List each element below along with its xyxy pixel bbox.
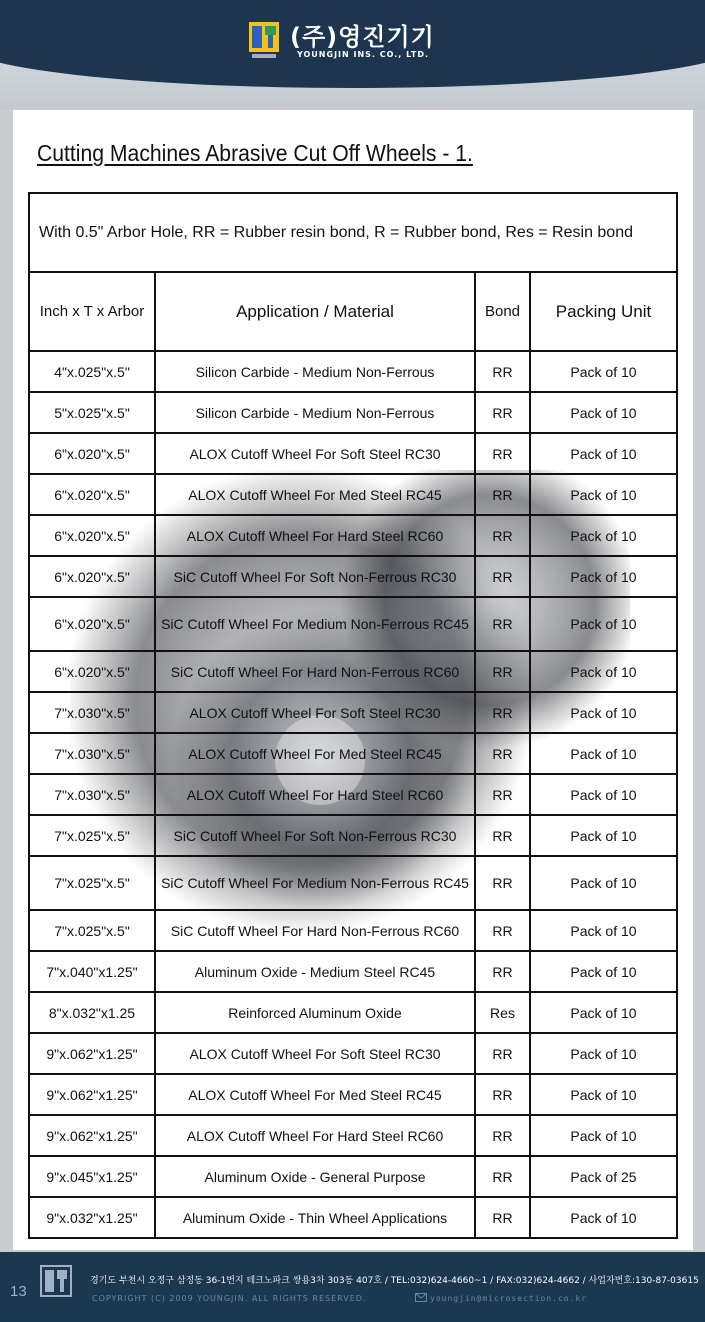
column-header-application: Application / Material xyxy=(155,272,475,351)
bond-cell: RR xyxy=(475,856,530,910)
brand-name-english: YOUNGJIN INS. CO., LTD. xyxy=(297,50,430,59)
packing-cell: Pack of 10 xyxy=(530,351,677,392)
footer-email-link[interactable]: youngjin@microsection.co.kr xyxy=(430,1294,588,1303)
table-row xyxy=(29,910,677,951)
size-cell: 6"x.020"x.5" xyxy=(29,556,155,597)
size-cell: 6"x.020"x.5" xyxy=(29,651,155,692)
packing-cell: Pack of 10 xyxy=(530,910,677,951)
table-note: With 0.5" Arbor Hole, RR = Rubber resin bond, R = Rubber bond, Res = Resin bond xyxy=(29,193,677,272)
bond-cell: RR xyxy=(475,815,530,856)
size-cell: 7"x.025"x.5" xyxy=(29,856,155,910)
table-row xyxy=(29,951,677,992)
packing-cell: Pack of 25 xyxy=(530,1156,677,1197)
table-row xyxy=(29,1156,677,1197)
bond-cell: RR xyxy=(475,692,530,733)
packing-cell: Pack of 10 xyxy=(530,774,677,815)
packing-cell: Pack of 10 xyxy=(530,1033,677,1074)
column-header-packing: Packing Unit xyxy=(530,272,677,351)
table-row xyxy=(29,992,677,1033)
application-cell: ALOX Cutoff Wheel For Hard Steel RC60 xyxy=(155,774,475,815)
application-cell: ALOX Cutoff Wheel For Hard Steel RC60 xyxy=(155,1115,475,1156)
application-cell: Aluminum Oxide - General Purpose xyxy=(155,1156,475,1197)
table-row xyxy=(29,515,677,556)
packing-cell: Pack of 10 xyxy=(530,1197,677,1238)
application-cell: SiC Cutoff Wheel For Soft Non-Ferrous RC30 xyxy=(155,556,475,597)
bond-cell: RR xyxy=(475,1033,530,1074)
size-cell: 9"x.062"x1.25" xyxy=(29,1033,155,1074)
size-cell: 5"x.025"x.5" xyxy=(29,392,155,433)
column-header-bond: Bond xyxy=(475,272,530,351)
packing-cell: Pack of 10 xyxy=(530,992,677,1033)
application-cell: SiC Cutoff Wheel For Hard Non-Ferrous RC60 xyxy=(155,651,475,692)
table-row xyxy=(29,1033,677,1074)
bond-cell: RR xyxy=(475,1074,530,1115)
size-cell: 7"x.040"x1.25" xyxy=(29,951,155,992)
bond-cell: RR xyxy=(475,556,530,597)
bond-cell: RR xyxy=(475,951,530,992)
mail-icon xyxy=(415,1293,427,1302)
size-cell: 7"x.030"x.5" xyxy=(29,733,155,774)
application-cell: Silicon Carbide - Medium Non-Ferrous xyxy=(155,351,475,392)
bond-cell: RR xyxy=(475,1115,530,1156)
size-cell: 9"x.032"x1.25" xyxy=(29,1197,155,1238)
application-cell: ALOX Cutoff Wheel For Hard Steel RC60 xyxy=(155,515,475,556)
packing-cell: Pack of 10 xyxy=(530,651,677,692)
bond-cell: RR xyxy=(475,774,530,815)
size-cell: 7"x.030"x.5" xyxy=(29,692,155,733)
application-cell: ALOX Cutoff Wheel For Med Steel RC45 xyxy=(155,474,475,515)
bond-cell: RR xyxy=(475,351,530,392)
size-cell: 6"x.020"x.5" xyxy=(29,433,155,474)
bond-cell: RR xyxy=(475,474,530,515)
application-cell: Silicon Carbide - Medium Non-Ferrous xyxy=(155,392,475,433)
packing-cell: Pack of 10 xyxy=(530,1074,677,1115)
bond-cell: RR xyxy=(475,515,530,556)
packing-cell: Pack of 10 xyxy=(530,392,677,433)
column-header-size: Inch x T x Arbor xyxy=(29,272,155,351)
table-row xyxy=(29,774,677,815)
footer-copyright: COPYRIGHT (C) 2009 YOUNGJIN. ALL RIGHTS RESERVED. xyxy=(92,1294,367,1303)
size-cell: 6"x.020"x.5" xyxy=(29,515,155,556)
footer-logo-icon xyxy=(40,1262,72,1306)
packing-cell: Pack of 10 xyxy=(530,515,677,556)
packing-cell: Pack of 10 xyxy=(530,815,677,856)
table-row xyxy=(29,651,677,692)
application-cell: ALOX Cutoff Wheel For Med Steel RC45 xyxy=(155,733,475,774)
size-cell: 9"x.045"x1.25" xyxy=(29,1156,155,1197)
packing-cell: Pack of 10 xyxy=(530,1115,677,1156)
table-row xyxy=(29,733,677,774)
bond-cell: RR xyxy=(475,1156,530,1197)
page-title: Cutting Machines Abrasive Cut Off Wheels - 1. xyxy=(37,140,473,166)
size-cell: 7"x.025"x.5" xyxy=(29,910,155,951)
application-cell: ALOX Cutoff Wheel For Med Steel RC45 xyxy=(155,1074,475,1115)
size-cell: 8"x.032"x1.25 xyxy=(29,992,155,1033)
page-footer xyxy=(0,1252,705,1322)
packing-cell: Pack of 10 xyxy=(530,692,677,733)
table-row xyxy=(29,433,677,474)
table-row xyxy=(29,392,677,433)
bond-cell: Res xyxy=(475,992,530,1033)
table-row xyxy=(29,597,677,651)
size-cell: 9"x.062"x1.25" xyxy=(29,1115,155,1156)
size-cell: 4"x.025"x.5" xyxy=(29,351,155,392)
table-row xyxy=(29,1115,677,1156)
application-cell: Aluminum Oxide - Thin Wheel Applications xyxy=(155,1197,475,1238)
page-number: 13 xyxy=(10,1283,27,1300)
application-cell: SiC Cutoff Wheel For Hard Non-Ferrous RC60 xyxy=(155,910,475,951)
size-cell: 7"x.025"x.5" xyxy=(29,815,155,856)
application-cell: Aluminum Oxide - Medium Steel RC45 xyxy=(155,951,475,992)
size-cell: 6"x.020"x.5" xyxy=(29,474,155,515)
application-cell: Reinforced Aluminum Oxide xyxy=(155,992,475,1033)
footer-address: 경기도 부천시 오정구 삼정동 36-1번지 테크노파크 쌍용3차 303동 407호 / TEL:032)624-4660~1 / FAX:032)624-4662 / 사업자번호:130-87-03615 xyxy=(90,1276,699,1286)
application-cell: SiC Cutoff Wheel For Soft Non-Ferrous RC30 xyxy=(155,815,475,856)
packing-cell: Pack of 10 xyxy=(530,474,677,515)
application-cell: ALOX Cutoff Wheel For Soft Steel RC30 xyxy=(155,692,475,733)
table-row xyxy=(29,474,677,515)
application-cell: SiC Cutoff Wheel For Medium Non-Ferrous RC45 xyxy=(155,597,475,651)
packing-cell: Pack of 10 xyxy=(530,433,677,474)
size-cell: 9"x.062"x1.25" xyxy=(29,1074,155,1115)
bond-cell: RR xyxy=(475,733,530,774)
table-row xyxy=(29,351,677,392)
table-row xyxy=(29,856,677,910)
bond-cell: RR xyxy=(475,433,530,474)
packing-cell: Pack of 10 xyxy=(530,556,677,597)
brand-name-korean: (주)영진기기 xyxy=(290,23,435,51)
youngjin-logo-icon xyxy=(248,18,280,62)
packing-cell: Pack of 10 xyxy=(530,733,677,774)
bond-cell: RR xyxy=(475,597,530,651)
product-table xyxy=(28,192,678,1239)
packing-cell: Pack of 10 xyxy=(530,597,677,651)
bond-cell: RR xyxy=(475,392,530,433)
bond-cell: RR xyxy=(475,1197,530,1238)
application-cell: SiC Cutoff Wheel For Medium Non-Ferrous RC45 xyxy=(155,856,475,910)
packing-cell: Pack of 10 xyxy=(530,951,677,992)
application-cell: ALOX Cutoff Wheel For Soft Steel RC30 xyxy=(155,433,475,474)
table-row xyxy=(29,1197,677,1238)
size-cell: 6"x.020"x.5" xyxy=(29,597,155,651)
size-cell: 7"x.030"x.5" xyxy=(29,774,155,815)
table-row xyxy=(29,556,677,597)
bond-cell: RR xyxy=(475,910,530,951)
bond-cell: RR xyxy=(475,651,530,692)
application-cell: ALOX Cutoff Wheel For Soft Steel RC30 xyxy=(155,1033,475,1074)
table-row xyxy=(29,1074,677,1115)
table-row xyxy=(29,692,677,733)
table-row xyxy=(29,815,677,856)
packing-cell: Pack of 10 xyxy=(530,856,677,910)
